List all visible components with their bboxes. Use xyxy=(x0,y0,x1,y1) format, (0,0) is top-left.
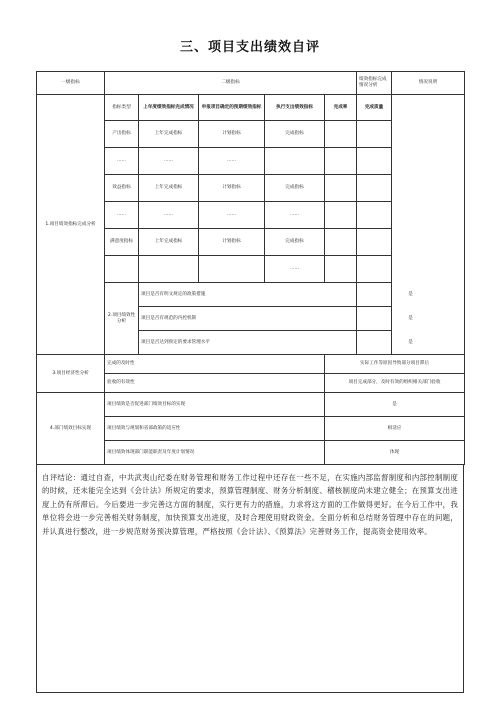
row-value: 是 xyxy=(357,331,465,355)
row-text: 项目是否有明文规定的政策措施 xyxy=(139,283,357,307)
subheader-exec: 执行支出绩效指标 xyxy=(265,95,325,121)
conclusion-box xyxy=(36,465,464,693)
row-text: 项目绩效与规划和省部政策的适应性 xyxy=(105,417,325,441)
group-exec: 完成指标 xyxy=(265,229,325,256)
group-dots: …… xyxy=(265,256,325,283)
section4-label: 4.部门绩效目标实现 xyxy=(37,393,105,465)
row-value: 项目完成部分，及时有效的组织相关部门验收 xyxy=(325,374,465,393)
conclusion-text: 自评结论：通过自查，中共武夷山纪委在财务管理和财务工作过程中还存在一些不足，在实施内部监督制度和内部控制制度的时候，还未能完全达到《会计法》所规定的要求，预算管理制度、财务分析制度、稽核制度尚未建立健全；在预算支出进度上仍有所滞后。今后要进一步完善这方面的制度，实行更有力的措施，力求将这方面的工作做得更好。在今后工作中，我单位将会进一步完善相关财务制度，加快预算支出进度，及时合理使用财政资金。全面分析和总结财务管理中存在的问题，并认真进行整改，进一步规范财务预决算管理，严格按照《会计法》、《预算法》完善财务工作，提高资金使用效率。 xyxy=(42,473,458,536)
row-value: 实际工作等原因导致部分项目滞后 xyxy=(325,355,465,374)
section3-label: 3.项目经济性分析 xyxy=(37,355,105,393)
group-dots: …… xyxy=(139,202,199,229)
performance-table xyxy=(36,71,465,465)
row-text: 验收的有效性 xyxy=(105,374,325,393)
row-text: 完成的及时性 xyxy=(105,355,325,374)
header-level1: 一级指标 xyxy=(37,72,105,95)
group-exec: 完成指标 xyxy=(265,121,325,148)
group-dots: …… xyxy=(265,202,325,229)
group-exec: 完成指标 xyxy=(265,175,325,202)
group-dots: …… xyxy=(105,202,139,229)
row-text: 项目是否有规范的内控机制 xyxy=(139,307,357,331)
group-dots: …… xyxy=(105,148,139,175)
subheader-target: 申报项目确定的预期绩效指标 xyxy=(199,95,265,121)
row-text: 项目是否达到预定的要求管理水平 xyxy=(139,331,357,355)
group-type: 效益指标 xyxy=(105,175,139,202)
subheader-annual: 上年度绩效指标完成情况 xyxy=(139,95,199,121)
group-dots: …… xyxy=(139,148,199,175)
row-value: 是 xyxy=(325,393,465,417)
row-value: 是 xyxy=(357,307,465,331)
subheader-quality: 完成质量 xyxy=(357,95,392,121)
page-title: 三、项目支出绩效自评 xyxy=(179,40,320,55)
group-target: 计划指标 xyxy=(199,229,265,256)
group-target: 计划指标 xyxy=(199,175,265,202)
header-level2: 二级指标 xyxy=(105,72,357,95)
group-annual: 上年完成指标 xyxy=(139,229,199,256)
row-value: 体现 xyxy=(325,441,465,465)
row-value: 相适应 xyxy=(325,417,465,441)
group-target: 计划指标 xyxy=(199,121,265,148)
group-annual: 上年完成指标 xyxy=(139,175,199,202)
group-type: 产出指标 xyxy=(105,121,139,148)
row-value: 是 xyxy=(357,283,465,307)
section2-label: 2.项目绩效性分析 xyxy=(105,283,139,355)
row-text: 项目绩效体现部门职能职责及年度计划情况 xyxy=(105,441,325,465)
header-remarks: 情况说明 xyxy=(392,72,465,95)
subheader-completed: 完成率 xyxy=(325,95,357,121)
group-dots: …… xyxy=(199,148,265,175)
group-type: 满意度指标 xyxy=(105,229,139,256)
section1-label: 1.项目绩效指标完成分析 xyxy=(37,95,105,355)
header-achievement: 绩效指标完成情况分析 xyxy=(357,72,392,95)
row-text: 项目绩效是否促进部门绩效目标的实现 xyxy=(105,393,325,417)
group-dots: …… xyxy=(199,202,265,229)
group-annual: 上年完成指标 xyxy=(139,121,199,148)
subheader-type: 指标类型 xyxy=(105,95,139,121)
